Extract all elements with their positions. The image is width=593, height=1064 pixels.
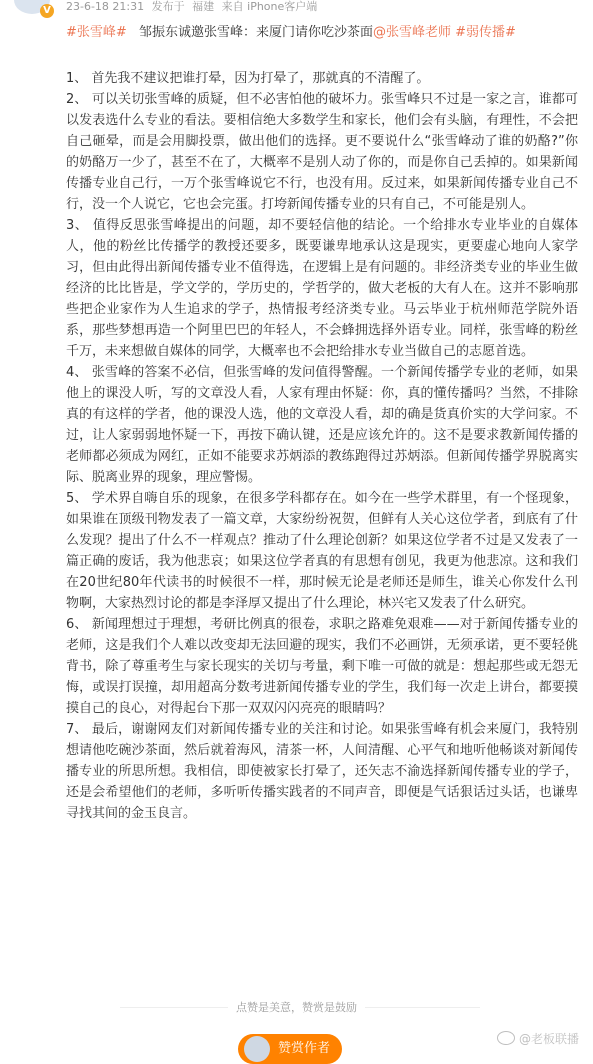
watermark-text: @老板联播 [518, 1032, 579, 1046]
author-avatar-small [244, 1036, 270, 1062]
footer-note-text: 点赞是美意，赞赏是鼓励 [228, 1001, 365, 1014]
post-headline [66, 24, 586, 42]
published-from-label: 发布于 [151, 0, 185, 13]
paragraph: 6、 新闻理想过于理想，考研比例真的很卷，求职之路难免艰难——对于新闻传播专业的老师，这是我们个人难以改变却无法回避的现实，我们不必画饼，无须承诺，更不要轻佻背书，除了尊重考生与家长现实的关切与考量，剩下唯一可做的就是：想起那些或无怨无悔，或误打误撞，却用超高分数考进新闻传播专业的学生，我们每一次走上讲台，都要摸摸自己的良心，对得起台下那一双双闪闪亮亮的眼睛吗？ [66, 617, 578, 716]
watermark [497, 1031, 579, 1047]
post-source: 来自 iPhone客户端 [221, 0, 318, 13]
paragraph: 5、 学术界自嗨自乐的现象，在很多学科都存在。如今在一些学术群里，有一个怪现象，如果谁在顶级刊物发表了一篇文章，大家纷纷祝贺，但鲜有人关心这位学者，到底有了什么发现？提出了什么不一样观点？推动了什么理论创新？如果这位学者不过是又发表了一篇正确的废话，我为他悲哀；如果这位学者真的有思想有创见，我更为他悲凉。这和我们在20世纪80年代读书的时候很不一样，那时候无论是老师还是师生，谁关心你发什么刊物啊，大家热烈讨论的都是李泽厚又提出了什么理论，林兴宅又发表了什么研究。 [66, 491, 578, 611]
headline-text: 邹振东诚邀张雪峰：来厦门请你吃沙茶面 [138, 25, 373, 40]
verified-badge-icon: V [40, 4, 54, 18]
post-body [66, 68, 578, 824]
post-header [0, 0, 593, 22]
weibo-logo-icon [497, 1031, 515, 1045]
reward-button-label: 赞赏作者 [278, 1041, 331, 1056]
topic-link[interactable]: #张雪峰# [66, 25, 127, 40]
paragraph: 4、 张雪峰的答案不必信，但张雪峰的发问值得警醒。一个新闻传播学专业的老师，如果他上的课没人听，写的文章没人看，人家有理由怀疑：你，真的懂传播吗？当然，不排除真的有这样的学者，他的课没人选，他的文章没人看，却的确是货真价实的大学问家。不过，让人家弱弱地怀疑一下，再按下确认键，还是应该允许的。这不是要求教新闻传播的老师都必须成为网红，正如不能要求苏炳添的教练跑得过苏炳添。但新闻传播学界脱离实际、脱离业界的现象，理应警惕。 [66, 365, 578, 485]
paragraph: 3、 值得反思张雪峰提出的问题，却不要轻信他的结论。一个给排水专业毕业的自媒体人，他的粉丝比传播学的教授还要多，既要谦卑地承认这是现实，更要虚心地向人家学习，但由此得出新闻传播专业不值得选，在逻辑上是有问题的。非经济类专业的毕业生做经济的比比皆是，学文学的，学历史的，学哲学的，做大老板的大有人在。这并不影响那些把企业家作为人生追求的学子，热情报考经济类专业。马云毕业于杭州师范学院外语系，那些梦想再造一个阿里巴巴的年轻人，不会蜂拥选择外语专业。同样，张雪峰的粉丝千万，未来想做自媒体的同学，大概率也不会把给排水专业当做自己的志愿首选。 [66, 218, 578, 359]
footer-note [0, 999, 593, 1015]
post-location: 福建 [192, 0, 215, 13]
post-meta [66, 0, 321, 14]
post-timestamp: 23-6-18 21:31 [66, 0, 145, 13]
topic-link[interactable]: #弱传播# [455, 25, 516, 40]
paragraph: 1、 首先我不建议把谁打晕，因为打晕了，那就真的不清醒了。 [66, 71, 430, 86]
mention-link[interactable]: @张雪峰老师 [372, 25, 451, 40]
paragraph: 2、 可以关切张雪峰的质疑，但不必害怕他的破坏力。张雪峰只不过是一家之言，谁都可以发表选什么专业的看法。要相信绝大多数学生和家长，他们会有头脑，有理性，不会把自己砸晕，而是会用脚投票，做出他们的选择。更不要说什么“张雪峰动了谁的奶酪?”你的奶酪万一少了，甚至不在了，大概率不是别人动了你的，而是你自己丢掉的。如果新闻传播专业自己行，一万个张雪峰说它不行，也没有用。反过来，如果新闻传播专业自己不行，没一个人说它，它也会完蛋。打垮新闻传播专业的只有自己，不可能是别人。 [66, 92, 578, 212]
paragraph: 7、 最后，谢谢网友们对新闻传播专业的关注和讨论。如果张雪峰有机会来厦门，我特别想请他吃碗沙茶面，然后就着海风，清茶一杯，人间清醒、心平气和地听他畅谈对新闻传播专业的所思所想。我相信，即使被家长打晕了，还矢志不渝选择新闻传播专业的学子，还是会希望他们的老师，多听听传播实践者的不同声音，即便是气话狠话过头话，也谦卑寻找其间的金玉良言。 [66, 722, 578, 821]
reward-author-button[interactable] [238, 1034, 342, 1064]
